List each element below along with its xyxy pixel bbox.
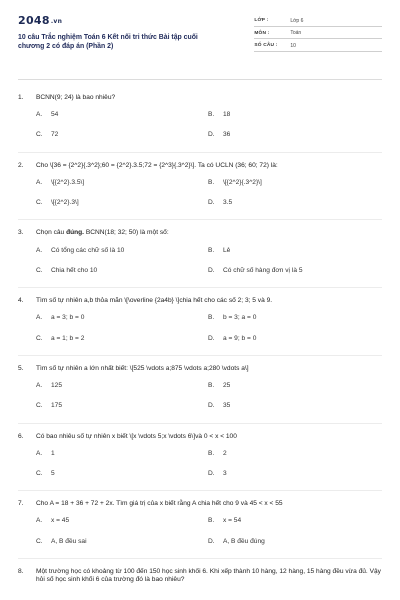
option-letter: D. — [208, 402, 215, 410]
option-text: 18 — [223, 111, 231, 119]
option-grid — [36, 382, 382, 413]
meta-subject-label: MÔN : — [254, 30, 270, 36]
option-text: x = 54 — [223, 517, 242, 525]
option-d[interactable] — [208, 199, 380, 210]
option-grid — [36, 450, 382, 481]
option-text: a = 1; b = 2 — [51, 334, 85, 342]
option-text: 25 — [223, 382, 231, 390]
question-stem: Tìm số tự nhiên a,b thỏa mãn \[\overline {2a4b} \]chia hết cho các số 2; 3; 5 và 9. — [36, 297, 273, 305]
question-number: 3. — [18, 229, 24, 237]
option-letter: D. — [208, 266, 215, 274]
option-text: 72 — [51, 131, 59, 139]
option-c[interactable] — [36, 470, 208, 481]
title-line-1: 10 câu Trắc nghiệm Toán 6 Kết nối tri thức Bài tập cuối — [18, 33, 198, 41]
question-divider — [18, 287, 382, 288]
meta-count-label: SỐ CÂU : — [254, 43, 278, 49]
option-letter: A. — [36, 449, 43, 457]
option-b[interactable] — [208, 247, 380, 258]
question-list — [18, 94, 382, 584]
question-number: 1. — [18, 94, 24, 101]
header-left — [18, 14, 254, 72]
option-letter: C. — [36, 199, 43, 207]
question-6 — [18, 433, 382, 482]
option-c[interactable] — [36, 538, 208, 549]
option-b[interactable] — [208, 517, 380, 528]
option-text: 1 — [51, 449, 55, 457]
option-d[interactable] — [208, 470, 380, 481]
question-1 — [18, 94, 382, 143]
option-letter: C. — [36, 334, 43, 342]
option-grid — [36, 179, 382, 210]
question-stem: BCNN(9; 24) là bao nhiêu? — [36, 94, 116, 101]
option-letter: C. — [36, 131, 43, 139]
option-a[interactable] — [36, 111, 208, 122]
question-divider — [18, 423, 382, 424]
option-text: b = 3; a = 0 — [223, 314, 257, 322]
option-a[interactable] — [36, 179, 208, 190]
option-b[interactable] — [208, 450, 380, 461]
option-c[interactable] — [36, 402, 208, 413]
question-number: 4. — [18, 297, 24, 305]
option-text: \[{2^2}{.3^2}\] — [223, 178, 262, 186]
option-a[interactable] — [36, 450, 208, 461]
stem-emphasis: đúng. — [66, 229, 85, 237]
option-letter: B. — [208, 314, 215, 322]
option-letter: D. — [208, 537, 215, 545]
option-text: 36 — [223, 131, 231, 139]
option-text: 3.5 — [223, 199, 233, 207]
question-divider — [18, 490, 382, 491]
option-letter: C. — [36, 469, 43, 477]
stem-post: BCNN(18; 32; 50) là một số: — [84, 229, 169, 237]
document-header — [18, 14, 382, 72]
option-letter: B. — [208, 111, 215, 119]
meta-subject-row — [254, 27, 382, 40]
option-text: x = 45 — [51, 517, 70, 525]
option-grid — [36, 111, 382, 142]
option-text: 5 — [51, 469, 55, 477]
option-text: 3 — [223, 469, 227, 477]
option-c[interactable] — [36, 131, 208, 142]
option-text: Có chữ số hàng đơn vị là 5 — [223, 266, 303, 274]
question-stem: Có bao nhiêu số tự nhiên x biết \[x \vdots 5;x \vdots 6\]và 0 < x < 100 — [36, 432, 237, 440]
meta-panel — [254, 14, 382, 72]
option-d[interactable] — [208, 335, 380, 346]
question-4 — [18, 297, 382, 346]
option-a[interactable] — [36, 314, 208, 325]
option-letter: B. — [208, 382, 215, 390]
option-grid — [36, 517, 382, 548]
option-letter: C. — [36, 537, 43, 545]
option-a[interactable] — [36, 517, 208, 528]
option-text: 175 — [51, 402, 63, 410]
question-divider — [18, 558, 382, 559]
option-letter: A. — [36, 382, 43, 390]
option-grid — [36, 314, 382, 345]
option-letter: A. — [36, 246, 43, 254]
option-letter: A. — [36, 178, 43, 186]
option-letter: B. — [208, 449, 215, 457]
question-8 — [18, 568, 382, 584]
option-letter: A. — [36, 517, 43, 525]
option-a[interactable] — [36, 382, 208, 393]
question-stem: Tìm số tự nhiên a lớn nhất biết: \[525 \vdots a;875 \vdots a;280 \vdots a\] — [36, 364, 249, 372]
option-letter: C. — [36, 402, 43, 410]
document-title — [18, 33, 254, 52]
option-b[interactable] — [208, 179, 380, 190]
header-divider — [18, 79, 382, 80]
option-grid — [36, 247, 382, 278]
option-letter: A. — [36, 111, 43, 119]
option-letter: B. — [208, 246, 215, 254]
question-7 — [18, 500, 382, 549]
option-a[interactable] — [36, 247, 208, 258]
option-letter: A. — [36, 314, 43, 322]
meta-count-row — [254, 39, 382, 52]
option-c[interactable] — [36, 335, 208, 346]
question-divider — [18, 152, 382, 153]
option-text: Chia hết cho 10 — [51, 266, 98, 274]
option-text: A, B đều đúng — [223, 537, 265, 545]
question-divider — [18, 219, 382, 220]
option-text: A, B đều sai — [51, 537, 87, 545]
question-stem: Cho \[36 = {2^2}{.3^2};60 = {2^2}.3.5;72 = {2^3}{.3^2}\]. Ta có UCLN (36; 60; 72) là: — [36, 161, 278, 169]
option-text: a = 3; b = 0 — [51, 314, 85, 322]
question-3 — [18, 229, 382, 278]
question-number: 7. — [18, 500, 24, 508]
option-text: 35 — [223, 402, 231, 410]
meta-subject-value: Toán — [290, 30, 302, 37]
option-letter: B. — [208, 178, 215, 186]
option-text: \[{2^2}.3.5\] — [51, 178, 85, 186]
question-stem: Một trường học có khoảng từ 100 đến 150 học sinh khối 6. Khi xếp thành 10 hàng, 12 hàng, 15 hàng đều vừa đủ. Vậy hỏi số học sinh khối 6 của trường đó là bao nhiêu? — [36, 567, 381, 584]
option-letter: D. — [208, 199, 215, 207]
question-2 — [18, 162, 382, 211]
option-d[interactable] — [208, 402, 380, 413]
option-b[interactable] — [208, 111, 380, 122]
question-number: 8. — [18, 567, 24, 575]
option-letter: D. — [208, 131, 215, 139]
option-d[interactable] — [208, 267, 380, 278]
option-text: Có tổng các chữ số là 10 — [51, 246, 125, 254]
option-letter: D. — [208, 334, 215, 342]
option-text: Lẻ — [223, 246, 231, 254]
question-5 — [18, 365, 382, 414]
question-number: 6. — [18, 432, 24, 440]
meta-count-value: 10 — [290, 42, 296, 49]
option-b[interactable] — [208, 382, 380, 393]
option-letter: D. — [208, 469, 215, 477]
option-letter: C. — [36, 266, 43, 274]
option-letter: B. — [208, 517, 215, 525]
option-c[interactable] — [36, 267, 208, 278]
option-text: 125 — [51, 382, 63, 390]
site-logo[interactable] — [18, 14, 254, 28]
option-b[interactable] — [208, 314, 380, 325]
option-text: \[{2^2}.3\] — [51, 199, 79, 207]
option-d[interactable] — [208, 131, 380, 142]
question-stem — [36, 229, 382, 237]
option-d[interactable] — [208, 538, 380, 549]
meta-class-row — [254, 14, 382, 27]
question-divider — [18, 355, 382, 356]
meta-class-value: Lớp 6 — [290, 17, 304, 24]
logo-main: 2048 — [18, 14, 50, 27]
logo-tld: .vn — [50, 18, 63, 25]
meta-class-label: LỚP : — [254, 18, 269, 24]
option-text: 2 — [223, 449, 227, 457]
question-stem: Cho A = 18 + 36 + 72 + 2x. Tìm giá trị của x biết rằng A chia hết cho 9 và 45 < x < 55 — [36, 500, 283, 508]
option-c[interactable] — [36, 199, 208, 210]
title-line-2: chương 2 có đáp án (Phần 2) — [18, 43, 114, 51]
question-number: 5. — [18, 364, 24, 372]
option-text: 54 — [51, 111, 59, 119]
stem-pre: Chọn câu — [36, 229, 67, 237]
option-text: a = 9; b = 0 — [223, 334, 257, 342]
question-number: 2. — [18, 161, 24, 169]
